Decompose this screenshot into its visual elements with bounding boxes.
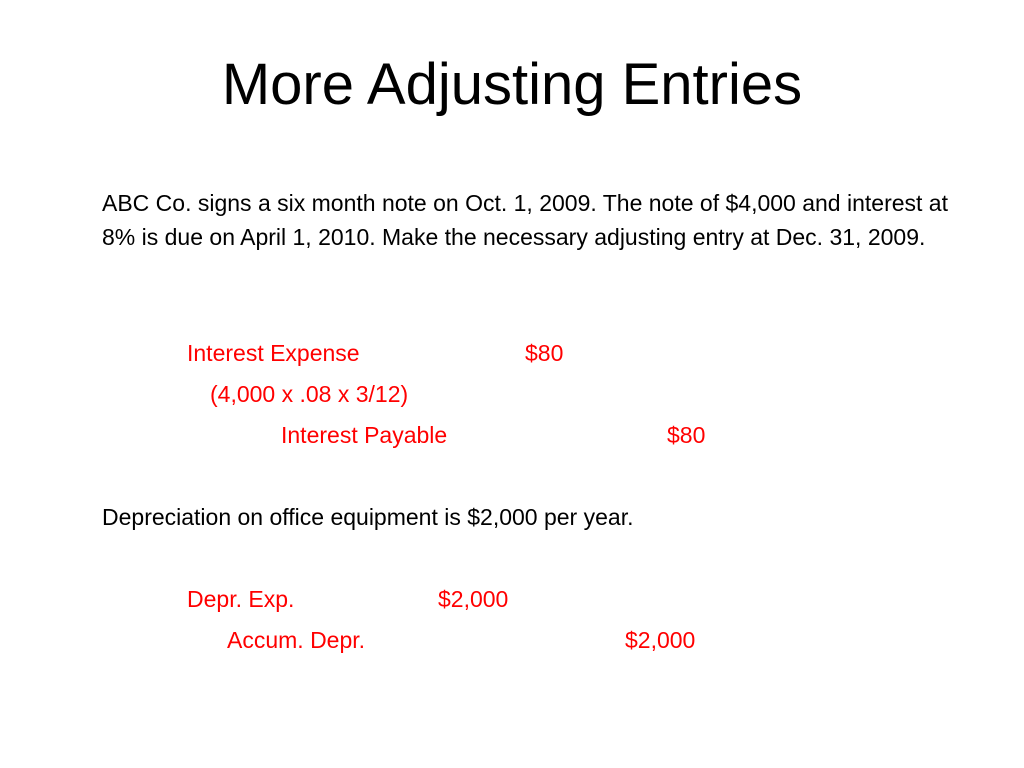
entry-1-debit-amount: $80 bbox=[525, 340, 564, 366]
entry-1-credit-amount: $80 bbox=[667, 422, 706, 448]
slide-title: More Adjusting Entries bbox=[221, 52, 803, 117]
entry-1-credit-account: Interest Payable bbox=[281, 422, 448, 448]
entry-2-debit-account: Depr. Exp. bbox=[187, 586, 295, 612]
entry-2-credit-amount: $2,000 bbox=[625, 627, 696, 653]
problem-text-1: ABC Co. signs a six month note on Oct. 1, 2009. The note of $4,000 and interest at 8% is due on April 1, 2010. Make the necessary adjusting entry at Dec. 31, 2009. bbox=[102, 190, 948, 250]
problem-text-2: Depreciation on office equipment is $2,000 per year. bbox=[102, 504, 634, 530]
entry-1-debit-account: Interest Expense bbox=[187, 340, 360, 366]
entry-2-credit-account: Accum. Depr. bbox=[227, 627, 366, 653]
entry-2-debit-amount: $2,000 bbox=[438, 586, 509, 612]
entry-1-calculation: (4,000 x .08 x 3/12) bbox=[210, 381, 409, 407]
